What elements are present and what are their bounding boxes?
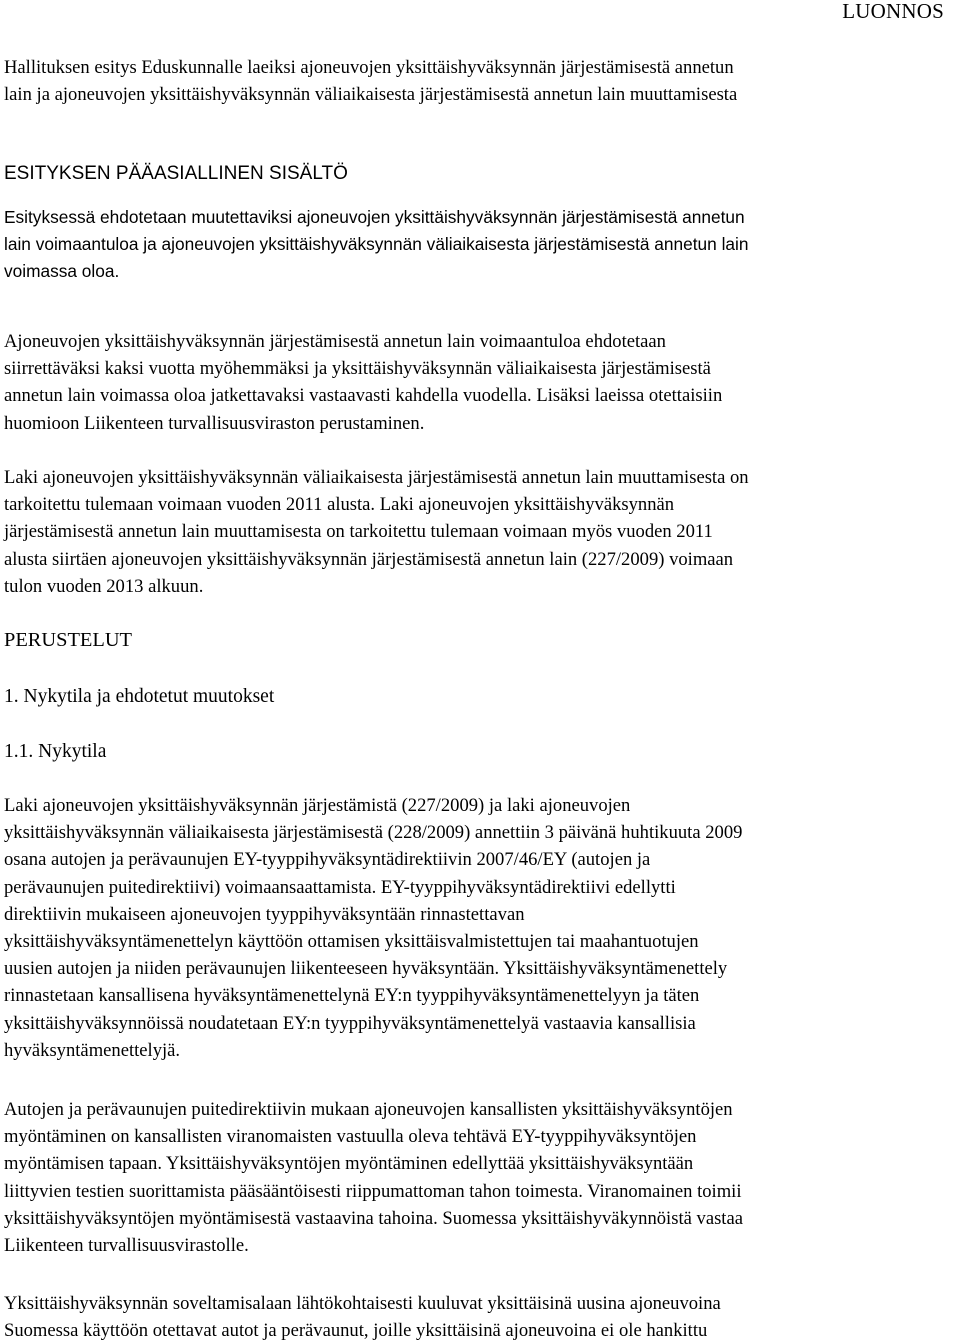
draft-label: LUONNOS xyxy=(842,0,944,23)
subsection-heading: 1.1. Nykytila xyxy=(4,741,107,762)
summary-paragraph-3: Laki ajoneuvojen yksittäishyväksynnän väliaikaisesta järjestämisestä annetun lain muuttamisesta on tarkoitettu tulemaan voimaan vuoden 2011 alusta. Laki ajoneuvojen yksittäishyväksynnän järjestämisestä annetun lain muuttamisesta on tarkoitettu tulemaan voimaan myös vuoden 2011 alusta siirtäen ajoneuvojen yksittäishyväksynnän järjestämisestä annetun lain (227/2009) voimaan tulon vuoden 2013 alkuun. xyxy=(4,467,749,597)
perustelut-heading: PERUSTELUT xyxy=(4,629,133,651)
nykytila-paragraph-2: Autojen ja perävaunujen puitedirektiivin mukaan ajoneuvojen kansallisten yksittäishyväksyntöjen myöntäminen on kansallisten viranomaisten vastuulla oleva tehtävä EY-tyyppihyväksyntöjen myöntämisen tapaan. Yksittäishyväksyntöjen myöntäminen edellyttää yksittäishyväksyntään liittyvien testien suorittamista pääsääntöisesti riippumattoman tahon toimesta. Viranomainen toimii yksittäishyväksyntöjen myöntämisestä vastaavina tahoina. Suomessa yksittäishyväkynnöistä vastaa Liikenteen turvallisuusvirastolle. xyxy=(4,1099,743,1257)
section-heading: 1. Nykytila ja ehdotetut muutokset xyxy=(4,686,275,707)
document-title: Hallituksen esitys Eduskunnalle laeiksi ajoneuvojen yksittäishyväksynnän järjestämisestä annetun lain ja ajoneuvojen yksittäishyväksynnän väliaikaisesta järjestämisestä annetun lain muuttamisesta xyxy=(4,57,738,105)
nykytila-paragraph-3: Yksittäishyväksynnän soveltamisalaan lähtökohtaisesti kuuluvat yksittäisinä uusina ajoneuvoina Suomessa käyttöön otettavat autot ja perävaunut, joille yksittäisinä ajoneuvoina ei ole hankittu xyxy=(4,1293,721,1342)
summary-paragraph-2: Ajoneuvojen yksittäishyväksynnän järjestämisestä annetun lain voimaantuloa ehdotetaan siirrettäväksi kaksi vuotta myöhemmäksi ja yksittäishyväksynnän väliaikaisesta järjestämisestä annetun lain voimassa oloa jatkettavaksi vastaavasti kahdella vuodella. Lisäksi laeissa otettaisiin huomioon Liikenteen turvallisuusviraston perustaminen. xyxy=(4,331,723,434)
summary-paragraph-1: Esityksessä ehdotetaan muutettaviksi ajoneuvojen yksittäishyväksynnän järjestämisestä annetun lain voimaantuloa ja ajoneuvojen yksittäishyväksynnän väliaikaisesta järjestämisestä annetun lain voimassa oloa. xyxy=(4,207,749,281)
nykytila-paragraph-1: Laki ajoneuvojen yksittäishyväksynnän järjestämistä (227/2009) ja laki ajoneuvojen yksittäishyväksynnän väliaikaisesta järjestämisestä (228/2009) annettiin 3 päivänä huhtikuuta 2009 osana autojen ja perävaunujen EY-tyyppihyväksyntädirektiivin 2007/46/EY (autojen ja perävaunujen puitedirektiivi) voimaansaattamista. EY-tyyppihyväksyntädirektiivi edellytti direktiivin mukaiseen ajoneuvojen tyyppihyväksyntään rinnastettavan yksittäishyväksyntämenettelyn käyttöön ottamisen yksittäisvalmistettujen tai maahantuotujen uusien autojen ja niiden perävaunujen liikenteeseen hyväksyntään. Yksittäishyväksyntämenettely rinnastetaan kansallisena hyväksyntämenettelynä EY:n tyyppihyväksyntämenettelyyn ja täten yksittäishyväksynnöissä noudatetaan EY:n tyyppihyväksyntämenettelyä vastaavia kansallisia hyväksyntämenettelyjä. xyxy=(4,795,743,1061)
summary-heading: ESITYKSEN PÄÄASIALLINEN SISÄLTÖ xyxy=(4,163,348,184)
